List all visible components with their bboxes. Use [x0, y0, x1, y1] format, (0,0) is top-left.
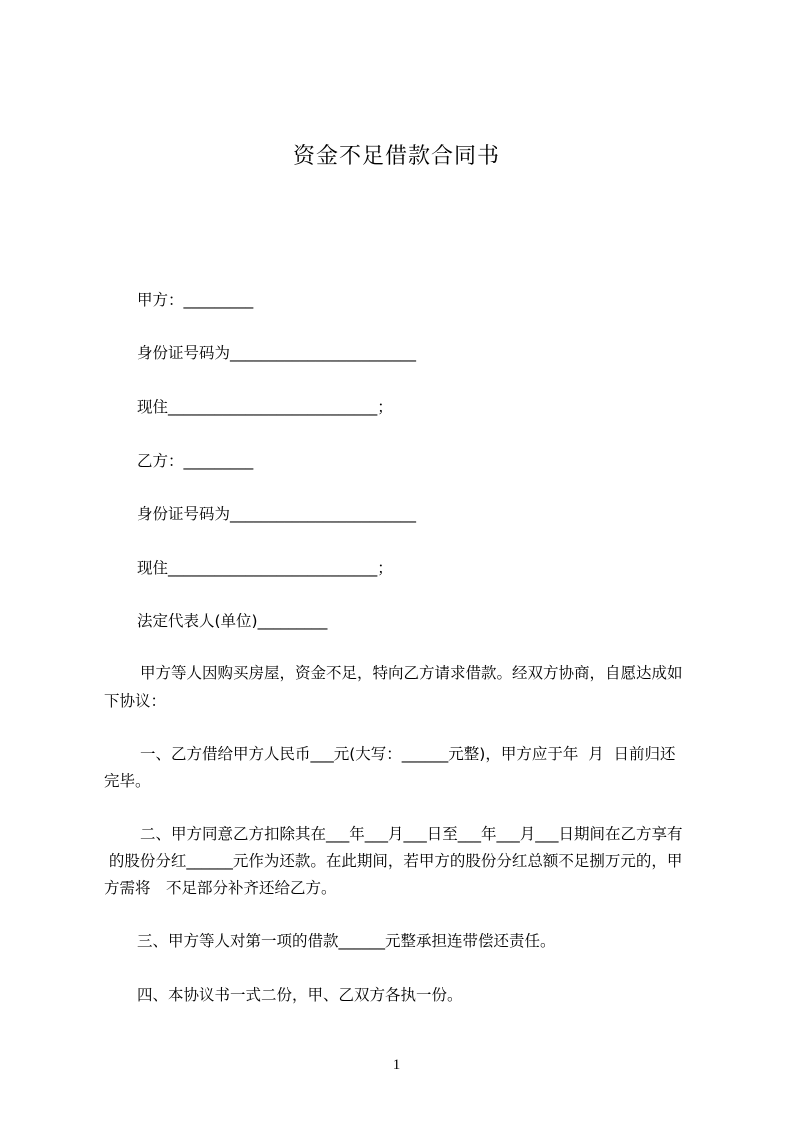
party-a-address-line: 现住___________________________； — [137, 398, 393, 416]
clause-line: 一、乙方借给甲方人民币___元(大写：______元整)，甲方应于年 月 日前归还 — [140, 745, 676, 763]
clause-line: 四、本协议书一式二份，甲、乙双方各执一份。 — [137, 986, 463, 1004]
clause-line: 二、甲方同意乙方扣除其在___年___月___日至___年___月___日期间在乙方享有 — [140, 825, 683, 843]
document-title: 资金不足借款合同书 — [292, 144, 500, 169]
party-b-address-line: 现住___________________________； — [137, 559, 393, 577]
party-b-id-line: 身份证号码为________________________ — [137, 505, 417, 523]
preamble-line: 甲方等人因购买房屋，资金不足，特向乙方请求借款。经双方协商，自愿达成如 — [140, 664, 683, 682]
clause-line: 方需将 不足部分补齐还给乙方。 — [104, 879, 337, 897]
clause-line: 的股份分红______元作为还款。在此期间，若甲方的股份分红总额不足捌万元的，甲 — [104, 852, 683, 870]
clause-line: 完毕。 — [104, 772, 151, 790]
clause-line: 三、甲方等人对第一项的借款______元整承担连带偿还责任。 — [137, 932, 556, 950]
party-a-id-line: 身份证号码为________________________ — [137, 344, 417, 362]
party-a-line: 甲方：_________ — [137, 291, 254, 309]
party-b-line: 乙方：_________ — [137, 452, 254, 470]
page-number: 1 — [392, 1057, 401, 1073]
legal-representative-line: 法定代表人(单位)_________ — [137, 612, 328, 630]
preamble-line: 下协议： — [104, 692, 167, 710]
